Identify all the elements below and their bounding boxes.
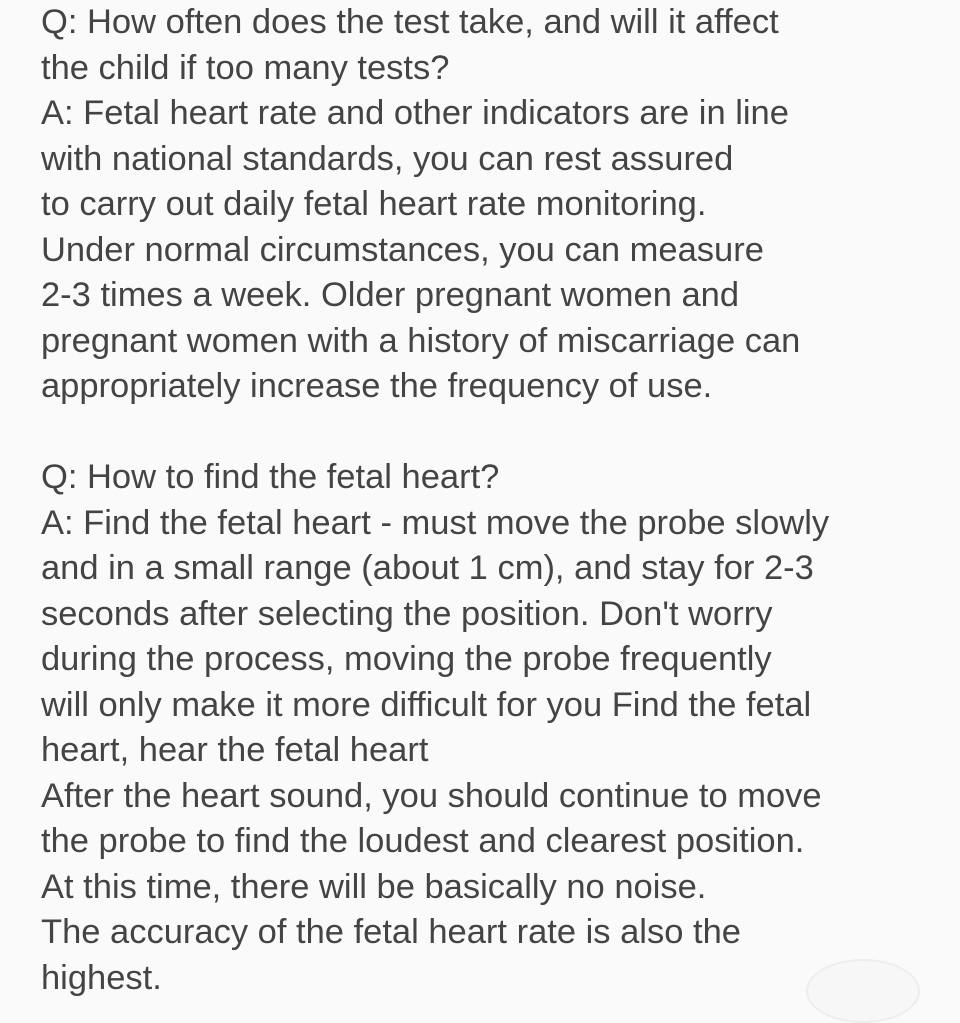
qa-block-2 <box>41 455 941 1001</box>
text-line: with national standards, you can rest assured <box>41 139 734 178</box>
text-line: and in a small range (about 1 cm), and stay for 2-3 <box>41 549 814 587</box>
text-line: will only make it more difficult for you Find the fetal <box>41 685 812 724</box>
text-line: appropriately increase the frequency of use. <box>41 367 713 405</box>
scroll-to-top-button[interactable] <box>806 959 920 1023</box>
text-line: pregnant women with a history of miscarriage can <box>41 321 801 360</box>
text-line: to carry out daily fetal heart rate monitoring. <box>41 185 707 223</box>
text-line: seconds after selecting the position. Don't worry <box>41 594 773 633</box>
text-line: After the heart sound, you should continue to move <box>41 776 822 815</box>
text-line: during the process, moving the probe frequently <box>41 640 772 678</box>
text-line: the probe to find the loudest and clearest position. <box>41 822 805 860</box>
text-line: Q: How often does the test take, and will it affect <box>41 3 779 41</box>
faq-document <box>41 0 941 1001</box>
text-line: A: Find the fetal heart - must move the probe slowly <box>41 503 830 542</box>
answer-2 <box>41 501 941 1002</box>
question-2 <box>41 455 941 501</box>
answer-1 <box>41 91 941 410</box>
qa-block-1 <box>41 0 941 410</box>
text-line: highest. <box>41 958 162 997</box>
question-1 <box>41 0 941 91</box>
text-line: 2-3 times a week. Older pregnant women and <box>41 276 740 314</box>
text-line: At this time, there will be basically no noise. <box>41 867 707 906</box>
paragraph-gap <box>41 410 941 456</box>
text-line: heart, hear the fetal heart <box>41 731 429 769</box>
text-line: The accuracy of the fetal heart rate is also the <box>41 913 741 951</box>
text-line: Q: How to find the fetal heart? <box>41 458 500 496</box>
text-line: A: Fetal heart rate and other indicators are in line <box>41 94 789 132</box>
text-line: Under normal circumstances, you can measure <box>41 230 764 269</box>
text-line: the child if too many tests? <box>41 48 450 87</box>
